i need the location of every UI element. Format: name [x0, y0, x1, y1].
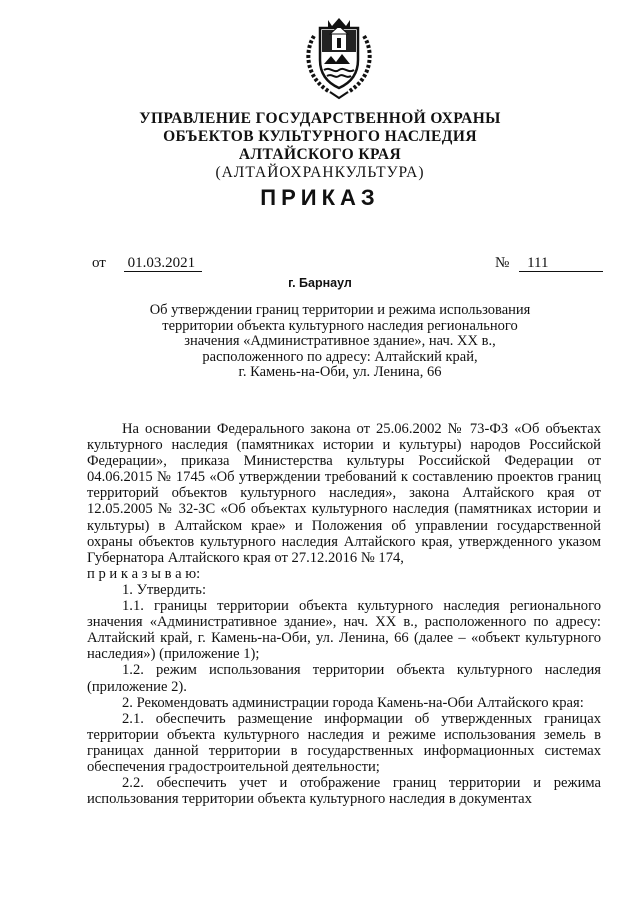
- order-date: 01.03.2021: [124, 255, 202, 272]
- subject-line: г. Камень-на-Оби, ул. Ленина, 66: [238, 364, 442, 380]
- subject-line: территории объекта культурного наследия регионального: [162, 317, 518, 334]
- subject-line: расположенного по адресу: Алтайский край,: [202, 348, 478, 365]
- item-2: 2. Рекомендовать администрации города Камень-на-Оби Алтайского края:: [122, 694, 584, 711]
- order-subject: [130, 303, 550, 381]
- item-2-2: 2.2. обеспечить учет и отображение границ территории и режима использования территории объекта культурного наследия в документах: [87, 775, 601, 808]
- number-prefix: №: [495, 255, 510, 271]
- order-city: г. Барнаул: [288, 276, 352, 290]
- order-body: [87, 421, 601, 807]
- date-prefix: от: [92, 255, 106, 271]
- decree-word: п р и к а з ы в а ю:: [87, 565, 201, 582]
- preamble-paragraph: На основании Федерального закона от 25.06.2002 № 73-ФЗ «Об объектах культурного наследия (памятниках истории и культуры) народов Российской Федерации», приказа Министерства культуры Российской Федерации от 04.06.2015 № 1745 «Об утверждении требований к составлению проектов границ территорий объектов культурного наследия», закона Алтайского края от 12.05.2005 № 32-ЗС «Об объектах культурного наследия (памятниках истории и культуры) в Алтайском крае» и Положения об управлении государственной охраны объектов культурного наследия Алтайского края, утвержденного указом Губернатора Алтайского края от 27.12.2016 № 174,: [87, 421, 601, 566]
- order-number-row: [495, 255, 603, 272]
- item-1-1: 1.1. границы территории объекта культурного наследия регионального значения «Административное здание», нач. XX в., расположенного по адресу: Алтайский край, г. Камень-на-Оби, ул. Ленина, 66 (далее – «объект культурного наследия») (приложение 1);: [87, 598, 601, 663]
- item-1: 1. Утвердить:: [122, 581, 207, 598]
- order-number: 111: [519, 255, 603, 272]
- agency-name-line1: УПРАВЛЕНИЕ ГОСУДАРСТВЕННОЙ ОХРАНЫ: [139, 110, 501, 127]
- document-title: ПРИКАЗ: [260, 185, 380, 210]
- item-1-2: 1.2. режим использования территории объекта культурного наследия (приложение 2).: [87, 662, 601, 695]
- agency-abbreviation: (АЛТАЙОХРАНКУЛЬТУРА): [215, 164, 425, 181]
- item-2-1: 2.1. обеспечить размещение информации об утвержденных границах территории объекта культурного наследия и режиме использования земель в границах данной территории в государственных информационных системах обеспечения градостроительной деятельности;: [87, 710, 601, 775]
- agency-name-line2: ОБЪЕКТОВ КУЛЬТУРНОГО НАСЛЕДИЯ: [163, 128, 477, 145]
- subject-line: значения «Административное здание», нач. XX в.,: [184, 333, 496, 349]
- subject-line: Об утверждении границ территории и режима использования: [149, 302, 531, 318]
- order-date-row: [92, 255, 202, 272]
- coat-of-arms-icon: [300, 16, 378, 100]
- agency-name-line3: АЛТАЙСКОГО КРАЯ: [238, 146, 402, 163]
